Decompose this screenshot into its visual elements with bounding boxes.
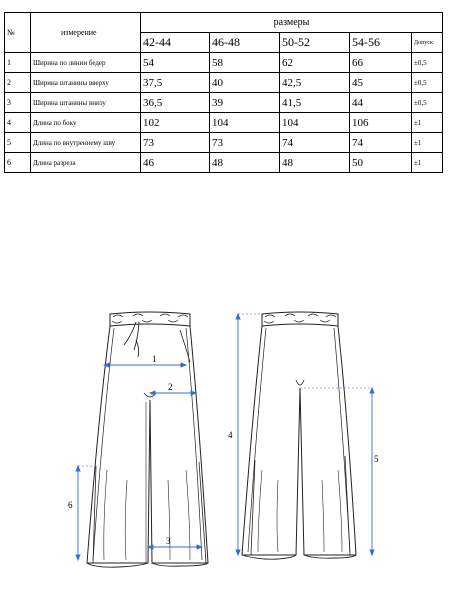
row-value: 106 — [350, 113, 412, 133]
row-value: 73 — [210, 133, 280, 153]
row-value: 58 — [210, 53, 280, 73]
row-name: Длина разреза — [31, 153, 141, 173]
row-value: 66 — [350, 53, 412, 73]
row-name: Ширина штанины вверху — [31, 73, 141, 93]
dimension-label-2: 2 — [168, 382, 173, 392]
row-name: Длина по боку — [31, 113, 141, 133]
size-header: 50-52 — [280, 33, 350, 53]
row-value: 41,5 — [280, 93, 350, 113]
row-tolerance: ±1 — [412, 113, 443, 133]
row-value: 74 — [350, 133, 412, 153]
row-number: 6 — [5, 153, 31, 173]
row-value: 74 — [280, 133, 350, 153]
dimension-label-3: 3 — [166, 536, 171, 546]
row-value: 73 — [141, 133, 210, 153]
pants-back-view — [242, 312, 356, 559]
row-value: 102 — [141, 113, 210, 133]
row-tolerance: ±1 — [412, 133, 443, 153]
dimension-label-1: 1 — [152, 354, 157, 364]
dimension-lines — [76, 314, 374, 560]
size-header: 46-48 — [210, 33, 280, 53]
dimension-label-5: 5 — [374, 454, 379, 464]
row-value: 48 — [280, 153, 350, 173]
row-name: Ширина по линии бедер — [31, 53, 141, 73]
row-number: 3 — [5, 93, 31, 113]
tolerance-header: Допуск — [412, 33, 443, 53]
row-value: 104 — [280, 113, 350, 133]
row-number: 2 — [5, 73, 31, 93]
row-value: 46 — [141, 153, 210, 173]
row-value: 37,5 — [141, 73, 210, 93]
row-tolerance: ±0,5 — [412, 53, 443, 73]
row-value: 45 — [350, 73, 412, 93]
row-tolerance: ±0,5 — [412, 73, 443, 93]
row-value: 104 — [210, 113, 280, 133]
row-name: Ширина штанины внизу — [31, 93, 141, 113]
row-tolerance: ±1 — [412, 153, 443, 173]
pants-front-view — [87, 312, 208, 567]
row-value: 48 — [210, 153, 280, 173]
row-value: 40 — [210, 73, 280, 93]
row-tolerance: ±0,5 — [412, 93, 443, 113]
row-value: 50 — [350, 153, 412, 173]
header-measurement: измерение — [31, 13, 141, 53]
header-num: № — [5, 13, 31, 53]
row-value: 39 — [210, 93, 280, 113]
row-value: 62 — [280, 53, 350, 73]
dimension-label-6: 6 — [68, 500, 73, 510]
row-number: 1 — [5, 53, 31, 73]
size-header: 54-56 — [350, 33, 412, 53]
row-value: 44 — [350, 93, 412, 113]
header-sizes: размеры — [141, 13, 443, 33]
row-name: Длина по внутреннему шву — [31, 133, 141, 153]
row-number: 5 — [5, 133, 31, 153]
row-value: 36,5 — [141, 93, 210, 113]
row-number: 4 — [5, 113, 31, 133]
dimension-label-4: 4 — [228, 430, 233, 440]
size-header: 42-44 — [141, 33, 210, 53]
row-value: 42,5 — [280, 73, 350, 93]
row-value: 54 — [141, 53, 210, 73]
